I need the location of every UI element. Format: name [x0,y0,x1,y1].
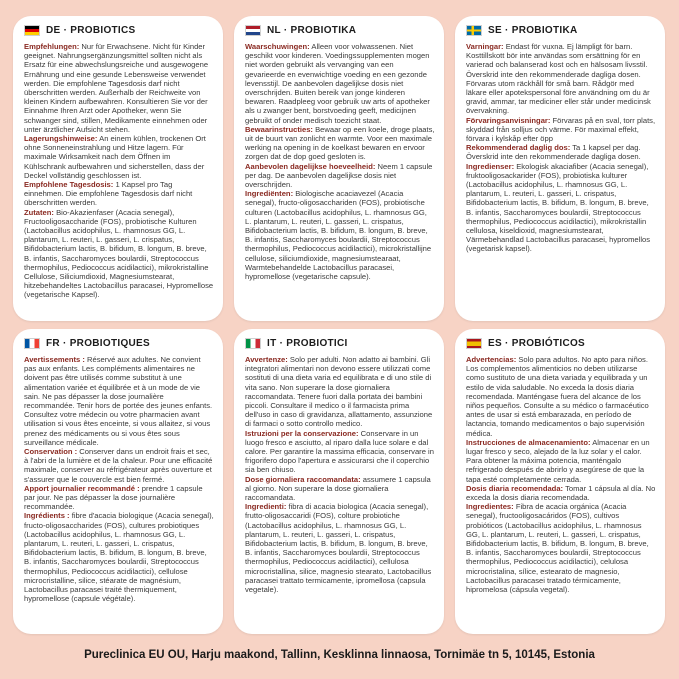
storage-section [24,134,214,180]
card-header [466,338,656,349]
section-text: Biologische acaciavezel (Acacia senegal), fructo-oligosacchariden (FOS), probiotische culturen (Lactobacillus acidophilus, L. rhamnosus GG, L. plantarum, L. reuteri, L. gasseri, L. crispatus, Bifidobacterium lactis, B. bifidum, B. longum, B. breve, B. infantis, Saccharomyces boulardii, Streptococcus thermophilus, Pediococcus acidilactici), microkristallijne cellulose, siliciumdioxide, magnesiumstearaat, Warmtebehandelde Lactobacillus paracasei, hypromellose (vegetarische capsule). [245,189,432,282]
section-text: Réservé aux adultes. Ne convient pas aux enfants. Les compléments alimentaires ne doivent pas être utilisés comme substitut à une alimentation variée et équilibrée et à un mode de vie sain. Ne pas dépasser la dose journalière recommandée. Tenir hors de portée des jeunes enfants. Consultez votre médecin ou votre pharmacien avant utilisation si vous êtes enceinte, si vous allaitez, si vous prenez des médicaments ou si vous êtes sous surveillance médicale. [24,355,213,447]
section-text: Conserver dans un endroit frais et sec, à l'abri de la lumière et de la chaleur. Pour une efficacité maximale, conserver au réfrigérateur après ouverture et s'assurer que le couvercle est bien fermé. [24,447,213,484]
section-label: Ingrédients : [24,511,70,521]
section-text: Bewaar op een koele, droge plaats, uit de buurt van zonlicht en warmte. Voor een maximale werking na opening in de koelkast bewaren en ervoor zorgen dat de dop goed gesloten is. [245,124,435,162]
section-text: prendre 1 capsule par jour. Ne pas dépasser la dose journalière recommandée. [24,483,203,512]
warnings-section [24,355,214,447]
dose-section [24,180,214,208]
ingredients-section [24,511,214,603]
germany-flag-icon [24,25,40,36]
section-label: Istruzioni per la conservazione: [245,428,359,438]
section-text: Almacenar en un lugar fresco y seco, alejado de la luz solar y el calor. Para obtener la máxima potencia, manténgalo refrigerado después de abrirlo y asegúrese de que la tapa esté completamente cerrada. [466,437,650,484]
section-text: Solo para adultos. No apto para niños. Los complementos alimenticios no deben utilizarse como sustituto de una dieta variada y equilibrada y un estilo de vida saludable. No exceda la dosis diaria recomendada. Manténgase fuera del alcance de los niños pequeños. Consulte a su médico o farmacéutico antes de usar si está embarazada, en período de lactancia, tomando medicamentos o bajo supervisión médica. [466,355,649,438]
netherlands-flag-icon [245,25,261,36]
section-label: Ingrediënten: [245,189,294,199]
storage-section [24,447,214,484]
warnings-section [24,42,214,134]
card-title: IT · PROBIOTICI [267,338,348,349]
section-label: Ingredienser: [466,161,515,171]
sweden-flag-icon [466,25,482,36]
ingredients-section [245,189,435,281]
section-text: Ekologisk akaciafiber (Acacia senegal), fruktooligosackarider (FOS), probiotiska kulturer (Lactobacillus acidophilus, L. rhamnosus GG, L. plantarum, L. reuteri, L. gasseri, L. crispatus, Bifidobacterium lactis, B. bifidum, B. longum, B. breve, B. infantis, Saccharomyces boulardii, Streptococcus thermophilus, Pediococcus acidilactici), mikrokristallin cellulosa, kiseldioxid, magnesiumstearat, Värmebehandlad Lactobacillus paracasei, hypromellos (vegetarisk kapsel). [466,161,651,254]
section-text: Endast för vuxna. Ej lämpligt för barn. Kosttillskott bör inte användas som ersättning för en varierad och balanserad kost och en hälsosam livsstil. Överskrid inte den rekommenderade dagliga dosen. Förvaras utom räckhåll för små barn. Rådgör med läkare eller apotekspersonal före användning om du är gravid, ammar, tar mediciner eller står under medicinsk övervakning. [466,42,651,116]
section-label: Rekommenderad daglig dos: [466,143,571,153]
spain-flag-icon [466,338,482,349]
france-flag-icon [24,338,40,349]
card-header [466,25,656,36]
dose-section [466,484,656,502]
storage-section [245,125,435,162]
section-text: Alleen voor volwassenen. Niet geschikt voor kinderen. Voedingssupplementen mogen niet worden gebruikt als vervanging van een gevarieerde en evenwichtige voeding en een gezonde levensstijl. De aanbevolen dagelijkse dosis niet overschrijden. Buiten bereik van jonge kinderen bewaren. Raadpleeg voor gebruik uw arts of apotheker als u zwanger bent, borstvoeding geeft, medicijnen gebruikt of onder medisch toezicht staat. [245,42,430,125]
section-text: Förvaras på en sval, torr plats, skyddad från solljus och värme. För maximal effekt, förvara i kylskåp efter öpp [466,115,656,144]
card-title: SE · PROBIOTIKA [488,25,578,36]
warnings-section [466,42,656,116]
card-header [24,338,214,349]
storage-section [466,438,656,484]
section-label: Ingredientes: [466,502,514,512]
section-text: Neem 1 capsule per dag. De aanbevolen dagelijkse dosis niet overschrijden. [245,161,433,190]
card-header [245,338,435,349]
section-label: Conservation : [24,447,78,457]
warnings-section [245,42,435,125]
ingredients-section [466,162,656,254]
section-text: 1 Kapsel pro Tag einnehmen. Die empfohlene Tagesdosis darf nicht überschritten werden. [24,180,193,208]
section-text: assumere 1 capsula al giorno. Non superare la dose giornaliera raccomandata. [245,474,431,503]
italy-flag-icon [245,338,261,349]
section-text: Fibra de acacia orgánica (Acacia senegal), fructooligosacáridos (FOS), cultivos probióticos (Lactobacillus acidophilus, L. rhamnosus GG, L. plantarum, L. reuteri, L. gasseri, L. crispatus, Bifidobacterium lactis, B. bifidum, B. longum, B. breve, B. infantis, Saccharomyces boulardii, Streptococcus thermophilus, Pediococcus acidilactici), celulosa microcristalina, sílice, estearato de magnesio, Lactobacillus paracasei tratado térmicamente, hipromelosa (cápsula vegetal). [466,502,649,595]
section-text: An einem kühlen, trockenen Ort ohne Sonneneinstrahlung und Hitze lagern. Für maximale Wirksamkeit nach dem Öffnen im Kühlschrank aufbewahren und sicherstellen, dass der Deckel vollständig geschlossen ist. [24,134,206,180]
dose-section [245,162,435,190]
storage-section [466,116,656,144]
card-se [455,16,665,321]
section-text: Ta 1 kapsel per dag. Överskrid inte den rekommenderade dagliga dosen. [466,143,641,162]
warnings-section [245,355,435,429]
section-label: Dose giornaliera raccomandata: [245,474,361,484]
ingredients-section [245,502,435,594]
section-label: Avertissements : [24,355,85,364]
label-grid [13,16,666,634]
card-title: NL · PROBIOTIKA [267,25,357,36]
storage-section [245,429,435,475]
section-label: Bewaarinstructies: [245,124,313,134]
card-title: DE · PROBIOTICS [46,25,136,36]
section-text: Conservare in un luogo fresco e asciutto, al riparo dalla luce solare e dal calore. Per garantire la massima efficacia, conservare in frigorifero dopo l'apertura e assicurarsi che il coperchio sia ben chiuso. [245,428,434,475]
section-label: Apport journalier recommandé : [24,483,140,493]
section-text: Nur für Erwachsene. Nicht für Kinder geeignet. Nahrungsergänzungsmittel sollten nicht als Ersatz für eine abwechslungsreiche und ausgewogene Ernährung und eine gesunde Lebensweise verwendet werden. Die empfohlene Tagesdosis darf nicht überschritten werden. Außerhalb der Reichweite von kleinen Kindern aufbewahren. Konsultieren Sie vor der Einnahme Ihren Arzt oder Apotheker, wenn Sie schwanger sind, stillen, Medikamente einnehmen oder unter ärztlicher Aufsicht stehen. [24,42,209,134]
section-text: fibre d'acacia biologique (Acacia senegal), fructo-oligosaccharides (FOS), cultures probiotiques (Lactobacillus acidophilus, L. rhamnosus GG, L. plantarum, L. reuteri, L. gasseri, L. crispatus, Bifidobacterium lactis, B. bifidum, B. longum, B. breve, B. infantis, Saccharomyces boulardii, Streptococcus thermophilus, Pediococcus acidilactici), cellulose microcristalline, silice, stéarate de magnésium, Lactobacillus paracasei traité thermiquement, hypromellose (capsule végétale). [24,511,214,604]
ingredients-section [466,502,656,594]
section-label: Aanbevolen dagelijkse hoeveelheid: [245,161,376,171]
card-es [455,329,665,634]
section-label: Ingredienti: [245,502,287,512]
section-label: Empfohlene Tagesdosis: [24,180,114,190]
section-text: Solo per adulti. Non adatto ai bambini. Gli integratori alimentari non devono essere utilizzati come sostituti di una dieta varia ed equilibrata e di uno stile di vita sano. Non superare la dose giornaliera raccomandata. Tenere fuori dalla portata dei bambini piccoli. Consultare il medico o il farmacista prima dell'uso in caso di gravidanza, allattamento, assunzione di farmaci o sotto controllo medico. [245,355,433,429]
section-label: Lagerungshinweise: [24,134,98,144]
section-text: Bio-Akazienfaser (Acacia senegal), Fructooligosaccharide (FOS), probiotische Kulturen (Lactobacillus acidophilus, L. rhamnosus GG, L. plantarum, L. reuteri, L. gasseri, L. crispatus, Bifidobacterium lactis, B. bifidum, B. longum, B. breve, B. infantis, Saccharomyces boulardii, Streptococcus thermophilus, Pediococcus acidilactici), mikrokristalline Cellulose, Siliciumdioxid, Magnesiumstearat, hitzebehandeltes Lactobacillus paracasei, Hypromellose (vegetarische Kapsel). [24,207,214,300]
section-label: Advertencias: [466,355,517,364]
company-address: Pureclinica EU OU, Harju maakond, Tallinn, Kesklinna linnaosa, Tornimäe tn 5, 10145, Estonia [84,649,595,661]
section-label: Zutaten: [24,207,54,217]
section-label: Varningar: [466,42,504,51]
ingredients-section [24,208,214,300]
card-de [13,16,223,321]
card-title: FR · PROBIOTIQUES [46,338,150,349]
section-text: Tomar 1 cápsula al día. No exceda la dosis diaria recomendada. [466,483,656,503]
card-nl [234,16,444,321]
dose-section [466,143,656,161]
card-fr [13,329,223,634]
section-label: Förvaringsanvisningar: [466,115,551,125]
warnings-section [466,355,656,438]
card-header [24,25,214,36]
section-label: Empfehlungen: [24,42,80,51]
section-label: Waarschuwingen: [245,42,310,51]
dose-section [245,475,435,503]
card-header [245,25,435,36]
section-text: fibra di acacia biologica (Acacia senegal), frutto-oligosaccaridi (FOS), colture probiotiche (Lactobacillus acidophilus, L. rhamnosus GG, L. plantarum, L. reuteri, L. gasseri, L. crispatus, Bifidobacterium lactis, B. bifidum, B. longum, B. breve, B. infantis, Saccharomyces boulardii, Streptococcus thermophilus, Pediococcus acidilactici), cellulosa microcristallina, silice, magnesio stearato, Lactobacillus paracasei trattato termicamente, ipromellosa (capsula vegetale). [245,502,432,595]
section-label: Avvertenze: [245,355,288,364]
section-label: Dosis diaria recomendada: [466,483,564,493]
dose-section [24,484,214,512]
card-it [234,329,444,634]
section-label: Instrucciones de almacenamiento: [466,437,591,447]
card-title: ES · PROBIÓTICOS [488,338,586,349]
